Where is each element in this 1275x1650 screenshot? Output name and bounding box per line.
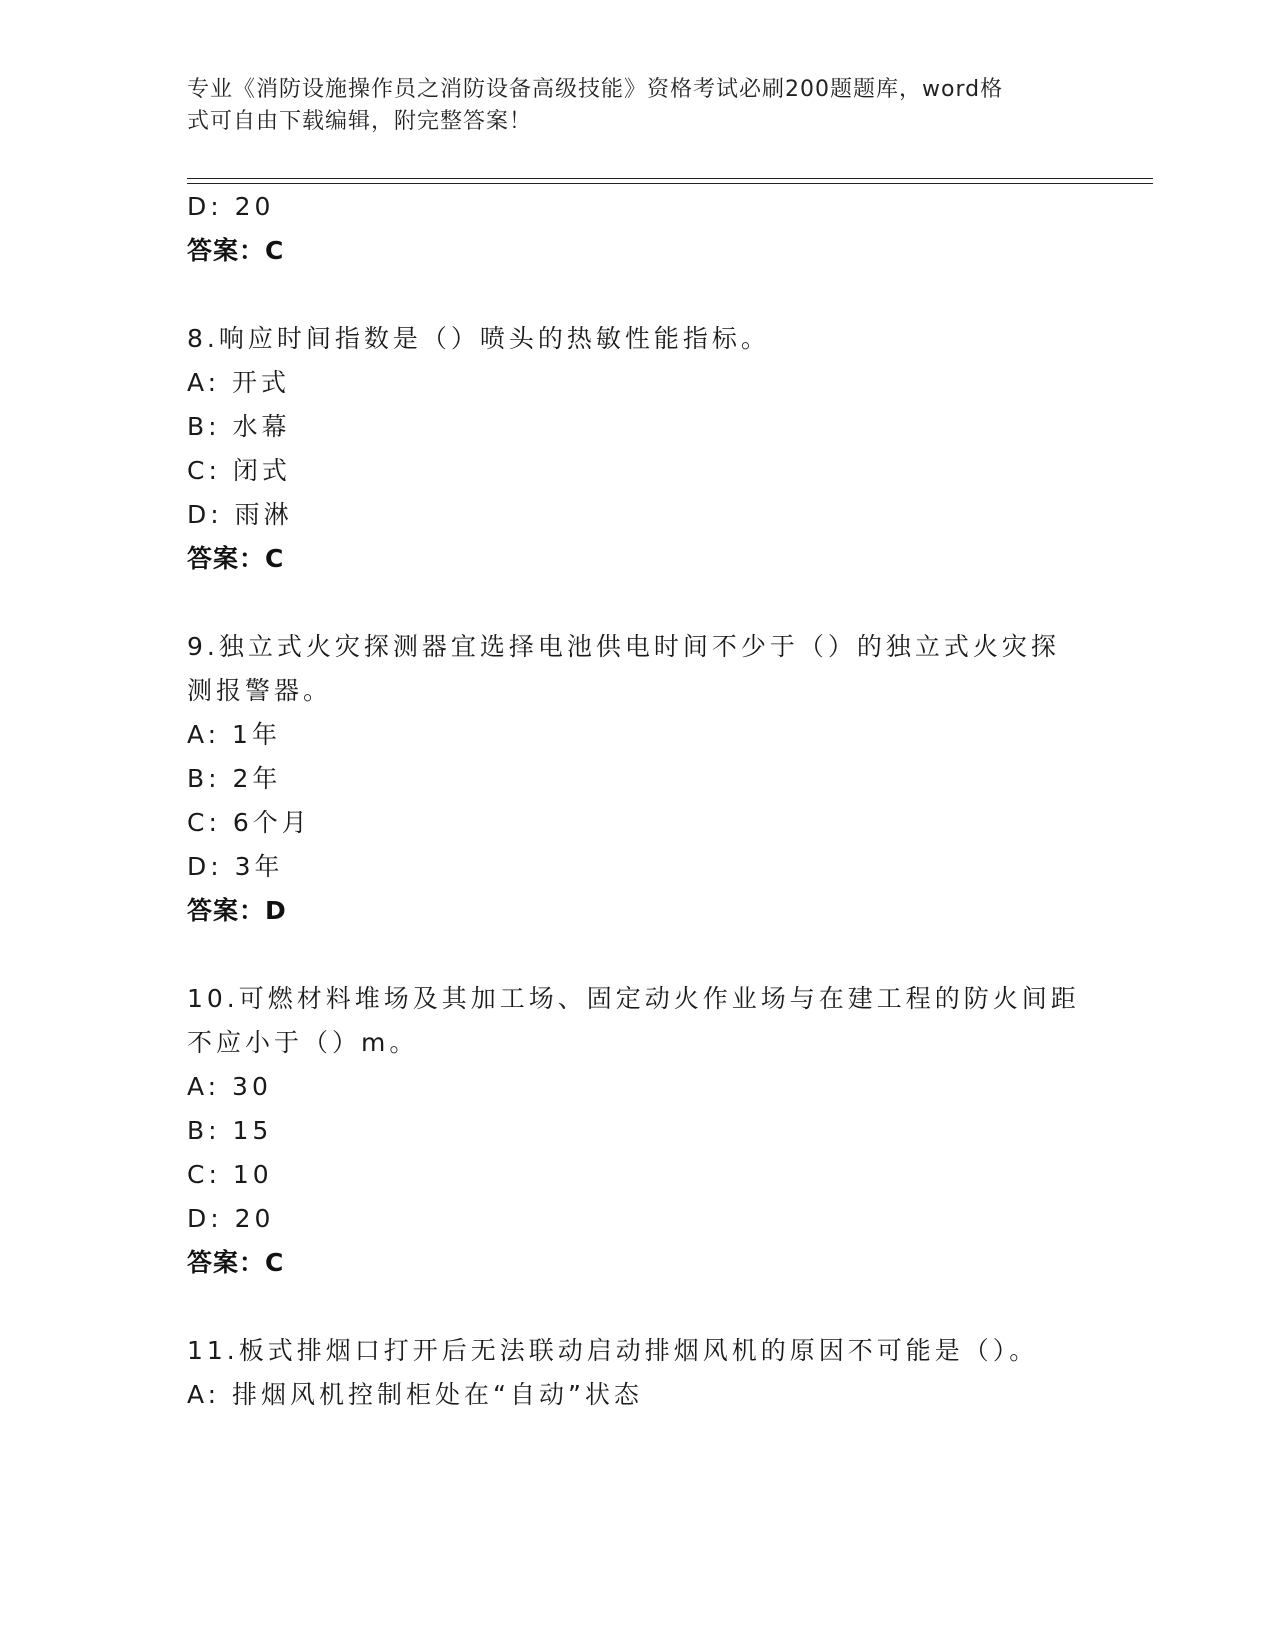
answer-line: 答案：D [187, 896, 287, 925]
option-b: B: 水幕 [187, 412, 291, 441]
question-stem: 10.可燃材料堆场及其加工场、固定动火作业场与在建工程的防火间距 [187, 984, 1080, 1013]
header-line-2: 式可自由下载编辑，附完整答案！ [187, 109, 533, 134]
option-d: D: 雨淋 [187, 500, 293, 529]
option-d: D: 20 [187, 192, 275, 221]
option-a: A: 排烟风机控制柜处在“自动”状态 [187, 1380, 643, 1409]
option-c: C: 10 [187, 1160, 273, 1189]
question-stem-continued: 不应小于（）m。 [187, 1028, 419, 1057]
question-stem: 8.响应时间指数是（）喷头的热敏性能指标。 [187, 324, 770, 353]
option-a: A: 30 [187, 1072, 272, 1101]
question-stem: 9.独立式火灾探测器宜选择电池供电时间不少于（）的独立式火灾探 [187, 632, 1060, 661]
header-line-1: 专业《消防设施操作员之消防设备高级技能》资格考试必刷200题题库，word格 [187, 77, 1004, 102]
option-c: C: 6个月 [187, 808, 311, 837]
question-stem: 11.板式排烟口打开后无法联动启动排烟风机的原因不可能是（）。 [187, 1336, 1039, 1365]
option-a: A: 开式 [187, 368, 291, 397]
document-header [187, 74, 1067, 138]
answer-line: 答案：C [187, 1248, 285, 1277]
answer-line: 答案：C [187, 236, 285, 265]
option-c: C: 闭式 [187, 456, 291, 485]
header-divider-bottom [187, 183, 1153, 184]
option-d: D: 20 [187, 1204, 275, 1233]
question-stem-continued: 测报警器。 [187, 676, 333, 705]
option-a: A: 1年 [187, 720, 281, 749]
option-d: D: 3年 [187, 852, 284, 881]
option-b: B: 15 [187, 1116, 273, 1145]
option-b: B: 2年 [187, 764, 282, 793]
answer-line: 答案：C [187, 544, 285, 573]
header-divider-top [187, 178, 1153, 179]
